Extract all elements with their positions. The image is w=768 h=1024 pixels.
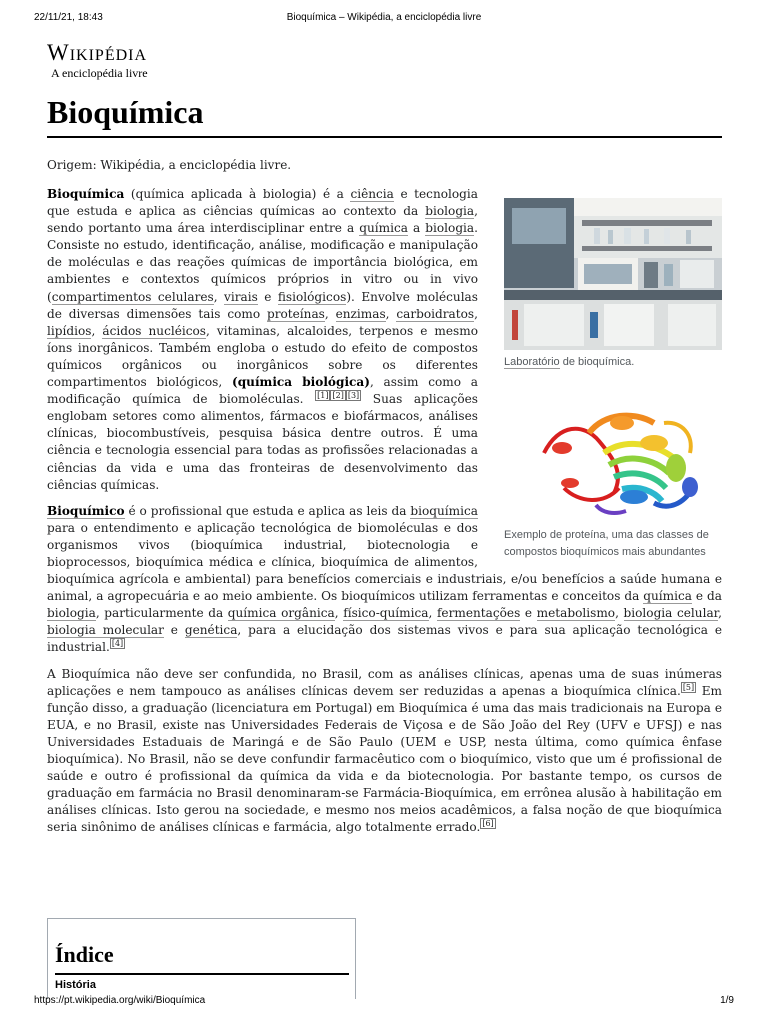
toc-item-historia[interactable]: História — [55, 979, 96, 991]
print-datetime: 22/11/21, 18:43 — [34, 12, 103, 23]
link-fermentacoes[interactable]: fermentações — [436, 606, 521, 621]
toc-title: Índice — [55, 942, 114, 967]
link-metabolismo[interactable]: metabolismo — [536, 606, 616, 621]
link-quimica-2[interactable]: química — [643, 589, 692, 604]
link-bioquimica[interactable]: bioquímica — [410, 503, 478, 518]
link-bioquimico[interactable]: Bioquímico — [47, 503, 125, 518]
laboratory-photo[interactable] — [504, 198, 722, 350]
laboratory-caption: Laboratório de bioquímica. — [504, 356, 635, 368]
link-biologia-molecular[interactable]: biologia molecular — [47, 623, 164, 638]
bold-quimica-biologica: (química biológica) — [231, 375, 370, 390]
figure-protein — [504, 389, 722, 561]
link-genetica[interactable]: genética — [184, 623, 238, 638]
wikipedia-logo[interactable] — [47, 40, 148, 80]
origin-note: Origem: Wikipédia, a enciclopédia livre. — [47, 158, 292, 172]
print-footer — [0, 995, 768, 1009]
link-proteinas[interactable]: proteínas — [266, 306, 325, 321]
link-fisico-quimica[interactable]: físico-química — [343, 606, 429, 621]
link-biologia[interactable]: biologia — [425, 204, 475, 219]
toc-divider — [55, 973, 349, 975]
paragraph-intro: Bioquímica (química aplicada à biologia) é a ciência e tecnologia que estuda e aplica as ciências químicas ao contexto da biologia, sendo portanto uma área interdisciplinar entre a química a biologia. Consiste no estudo, identificação, análise, modificação e manipulação de moléculas e das reações químicas de importância biológica, em ambientes e contextos químicos próprios in vitro ou in vivo (compartimentos celulares, virais e fisiológicos). Envolve moléculas de diversas dimensões tais como proteínas, enzimas, carboidratos, lipídios, ácidos nucléicos, vitaminas, alcaloides, terpenos e mesmo íons inorgânicos. Também engloba o estudo do efeito de compostos químicos orgânicos ou inorgânicos sobre os diferentes compartimentos biológicos, (química biológica), assim como a modificação química de biomoléculas. [1] [2] [3] Suas aplicações englobam setores como alimentos, fármacos e biofármacos, análises clínicas, biocombustíveis, pesquisa básica dentre outros. É uma ciência e tecnologia essencial para todas as profissões relacionadas a ciências da vida e uma das fronteiras de desenvolvimento das ciências químicas. — [47, 187, 478, 492]
protein-caption: Exemplo de proteína, uma das classes de compostos bioquímicos mais abundantes — [504, 529, 709, 558]
link-quimica-organica[interactable]: química orgânica — [227, 606, 335, 621]
table-of-contents — [47, 918, 356, 999]
reference-4[interactable]: [4] — [111, 639, 124, 649]
laboratory-link[interactable]: Laboratório — [504, 356, 560, 368]
reference-3[interactable]: [3] — [347, 391, 360, 401]
print-page-title: Bioquímica – Wikipédia, a enciclopédia livre — [286, 12, 482, 23]
protein-structure-image[interactable] — [504, 393, 722, 523]
link-virais[interactable]: virais — [224, 289, 258, 304]
link-compartimentos-celulares[interactable]: compartimentos celulares — [51, 289, 214, 304]
lead-term: Bioquímica — [47, 187, 125, 201]
link-quimica[interactable]: química — [359, 221, 408, 236]
reference-1[interactable]: [1] — [317, 391, 329, 401]
figure-laboratory — [504, 198, 722, 371]
reference-2[interactable]: [2] — [332, 391, 344, 401]
reference-6[interactable]: [6] — [482, 819, 494, 829]
paragraph-analises-clinicas: A Bioquímica não deve ser confundida, no Brasil, com as análises clínicas, apenas uma de suas inúmeras aplicações e nem tampouco as análises clínicas devem ser reduzidas a apenas a bioquímica clínica. [5] Em função disso, a graduação (licenciatura em Portugal) em Bioquímica é uma das mais tradicionais na Europa e EUA, e no Brasil, existe nas Universidades Federais de Viçosa e de São João del Rey (UFV e UFSJ) e nas Universidades Estaduais de Maringá e de São Paulo (UEM e USP, nesta última, como química ênfase bioquímica). No Brasil, não se deve confundir farmacêutico com o bioquímico, visto que um é profissional de saúde e outro é profissional da química da vida e da biotecnologia. Por bastante tempo, os cursos de graduação em farmácia no Brasil denominaram-se Farmácia-Bioquímica, em errônea alusão à habilitação em análises clínicas. Isto gerou na sociedade, e mesmo nos meios acadêmicos, a falsa noção de que bioquímica seria sinônimo de análises clínicas e farmácia, algo totalmente errado. [6] — [47, 666, 723, 835]
link-carboidratos[interactable]: carboidratos — [396, 306, 475, 321]
page-number: 1/9 — [720, 995, 734, 1006]
link-biologia-celular[interactable]: biologia celular — [623, 606, 719, 621]
link-acidos-nucleicos[interactable]: ácidos nucléicos — [102, 323, 206, 338]
link-lipidios[interactable]: lipídios — [47, 323, 92, 338]
logo-wordmark: Wikipédia — [47, 40, 148, 65]
logo-tagline: A enciclopédia livre — [51, 66, 148, 80]
link-enzimas[interactable]: enzimas — [335, 306, 386, 321]
print-header — [0, 12, 768, 26]
link-ciencia[interactable]: ciência — [350, 187, 394, 201]
article-body — [47, 186, 722, 845]
paragraph-bioquimico: Bioquímico é o profissional que estuda e aplica as leis da bioquímica para o entendimento e aplicação tecnológica de biomoléculas e dos organismos vivos (bioquímica industrial, biotecnologia e bioprocessos, bioquímica médica e clínica, bioquímica de alimentos, bioquímica agrícola e ambiental) para benefícios comerciais e industriais, e/ou benefícios a saúde humana e animal, a agropecuária e ao meio ambiente. Os bioquímicos utilizam ferramentas e conceitos da química e da biologia, particularmente da química orgânica, físico-química, fermentações e metabolismo, biologia celular, biologia molecular e genética, para a elucidação dos sistemas vivos e para sua aplicação tecnológica e industrial. [4] — [47, 503, 722, 655]
title-divider — [47, 136, 722, 138]
page-title: Bioquímica — [47, 94, 204, 130]
link-biologia-2[interactable]: biologia — [425, 221, 475, 236]
print-url: https://pt.wikipedia.org/wiki/Bioquímica — [34, 995, 206, 1006]
reference-5[interactable]: [5] — [682, 682, 695, 692]
link-fisiologicos[interactable]: fisiológicos — [277, 289, 347, 304]
link-biologia-3[interactable]: biologia — [47, 606, 96, 621]
